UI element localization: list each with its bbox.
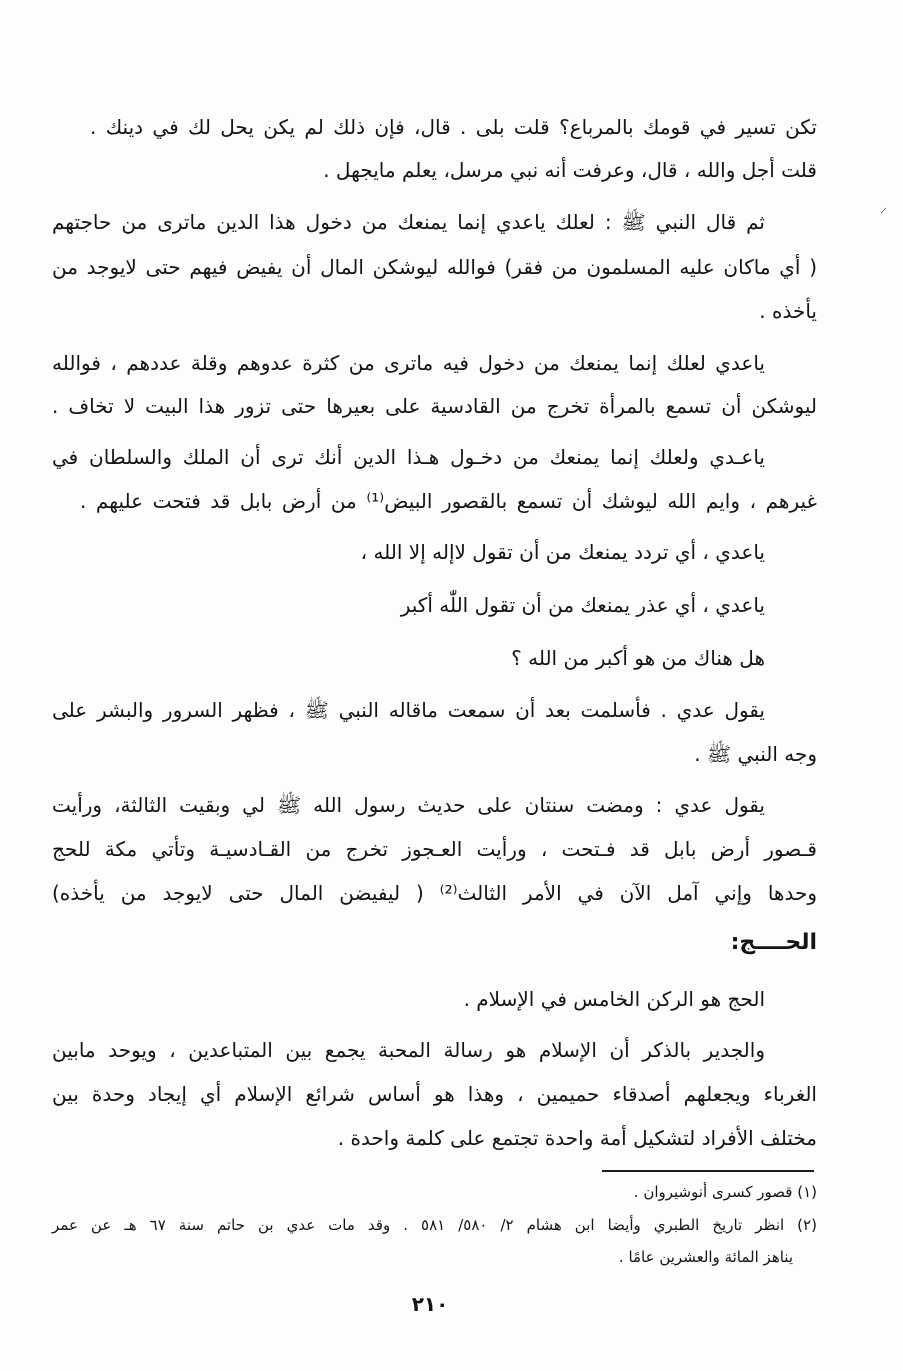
text-line: قلت أجل والله ، قال، وعرفت أنه نبي مرسل، يعلم مايجهل . [323, 158, 817, 182]
text-line: ياعدي ، أي عذر يمنعك من أن تقول اللّٰه أكبر [400, 593, 765, 617]
text-line: وجه النبي ﷺ . [694, 742, 817, 766]
margin-mark: ⸝ [880, 200, 887, 216]
text-line: ياعدي ، أي تردد يمنعك من أن تقول لاإله إلا الله ، [360, 540, 765, 564]
footnote-line: (٢) انظر تاريخ الطبري وأيضا ابن هشام ٢/ ٥٨٠/ ٥٨١ . وقد مات عدي بن حاتم سنة ٦٧ هـ عن عمر [52, 1216, 817, 1234]
text-line: ليوشكن أن تسمع بالمرأة تخرج من القادسية على بعيرها حتى تزور هذا البيت لا تخاف . [52, 394, 817, 418]
text-line: ياعدي لعلك إنما يمنعك من دخول فيه ماترى من كثرة عدوهم وقلة عددهم ، فوالله [52, 351, 765, 375]
text-line: هل هناك من هو أكبر من الله ؟ [511, 646, 765, 670]
text-line: مختلف الأفراد لتشكيل أمة واحدة تجتمع على كلمة واحدة . [337, 1126, 817, 1150]
text-line: غيرهم ، وايم الله ليوشك أن تسمع بالقصور البيض⁽¹⁾ من أرض بابل قد فتحت عليهم . [80, 489, 817, 513]
text-line: ( أي ماكان عليه المسلمون من فقر) فوالله ليوشكن المال أن يفيض فيهم حتى لايوجد من [52, 255, 817, 279]
text-line: وحدها وإني آمل الآن في الأمر الثالث⁽²⁾ ( ليفيضن المال حتى لايوجد من يأخذه) [52, 881, 817, 905]
text-line: يأخذه . [759, 299, 817, 323]
section-heading: الحــــج: [730, 930, 817, 955]
page-number: ٢١٠ [411, 1292, 449, 1316]
text-line: يقول عدي : ومضت سنتان على حديث رسول الله ﷺ لي وبقيت الثالثة، ورأيت [52, 793, 765, 817]
text-line: تكن تسير في قومك بالمرباع؟ قلت بلى . قال، فإن ذلك لم يكن يحل لك في دينك . [90, 115, 817, 139]
footnote-line: (١) قصور كسرى أنوشيروان . [633, 1183, 817, 1201]
text-line: قـصور أرض بابل قد فـتحت ، ورأيت العـجوز تخرج من القـادسيـة وتأتي مكة للحج [52, 837, 817, 861]
footnote-line: يناهز المائة والعشرين عامًا . [618, 1248, 793, 1266]
text-line: والجدير بالذكر أن الإسلام هو رسالة المحبة يجمع بين المتباعدين ، ويوحد مابين [52, 1038, 765, 1062]
text-line: الغرباء ويجعلهم أصدقاء حميمين ، وهذا هو أساس شرائع الإسلام أي إيجاد وحدة بين [52, 1082, 817, 1106]
footnote-divider [602, 1170, 814, 1172]
text-line: الحج هو الركن الخامس في الإسلام . [463, 987, 765, 1011]
text-line: يقول عدي . فأسلمت بعد أن سمعت ماقاله النبي ﷺ ، فظهر السرور والبشر على [52, 698, 765, 722]
text-line: ثم قال النبي ﷺ : لعلك ياعدي إنما يمنعك من دخول هذا الدين ماترى من حاجتهم [52, 210, 765, 234]
text-line: ياعـدي ولعلك إنما يمنعك من دخـول هـذا الدين أنك ترى أن الملك والسلطان في [52, 445, 765, 469]
